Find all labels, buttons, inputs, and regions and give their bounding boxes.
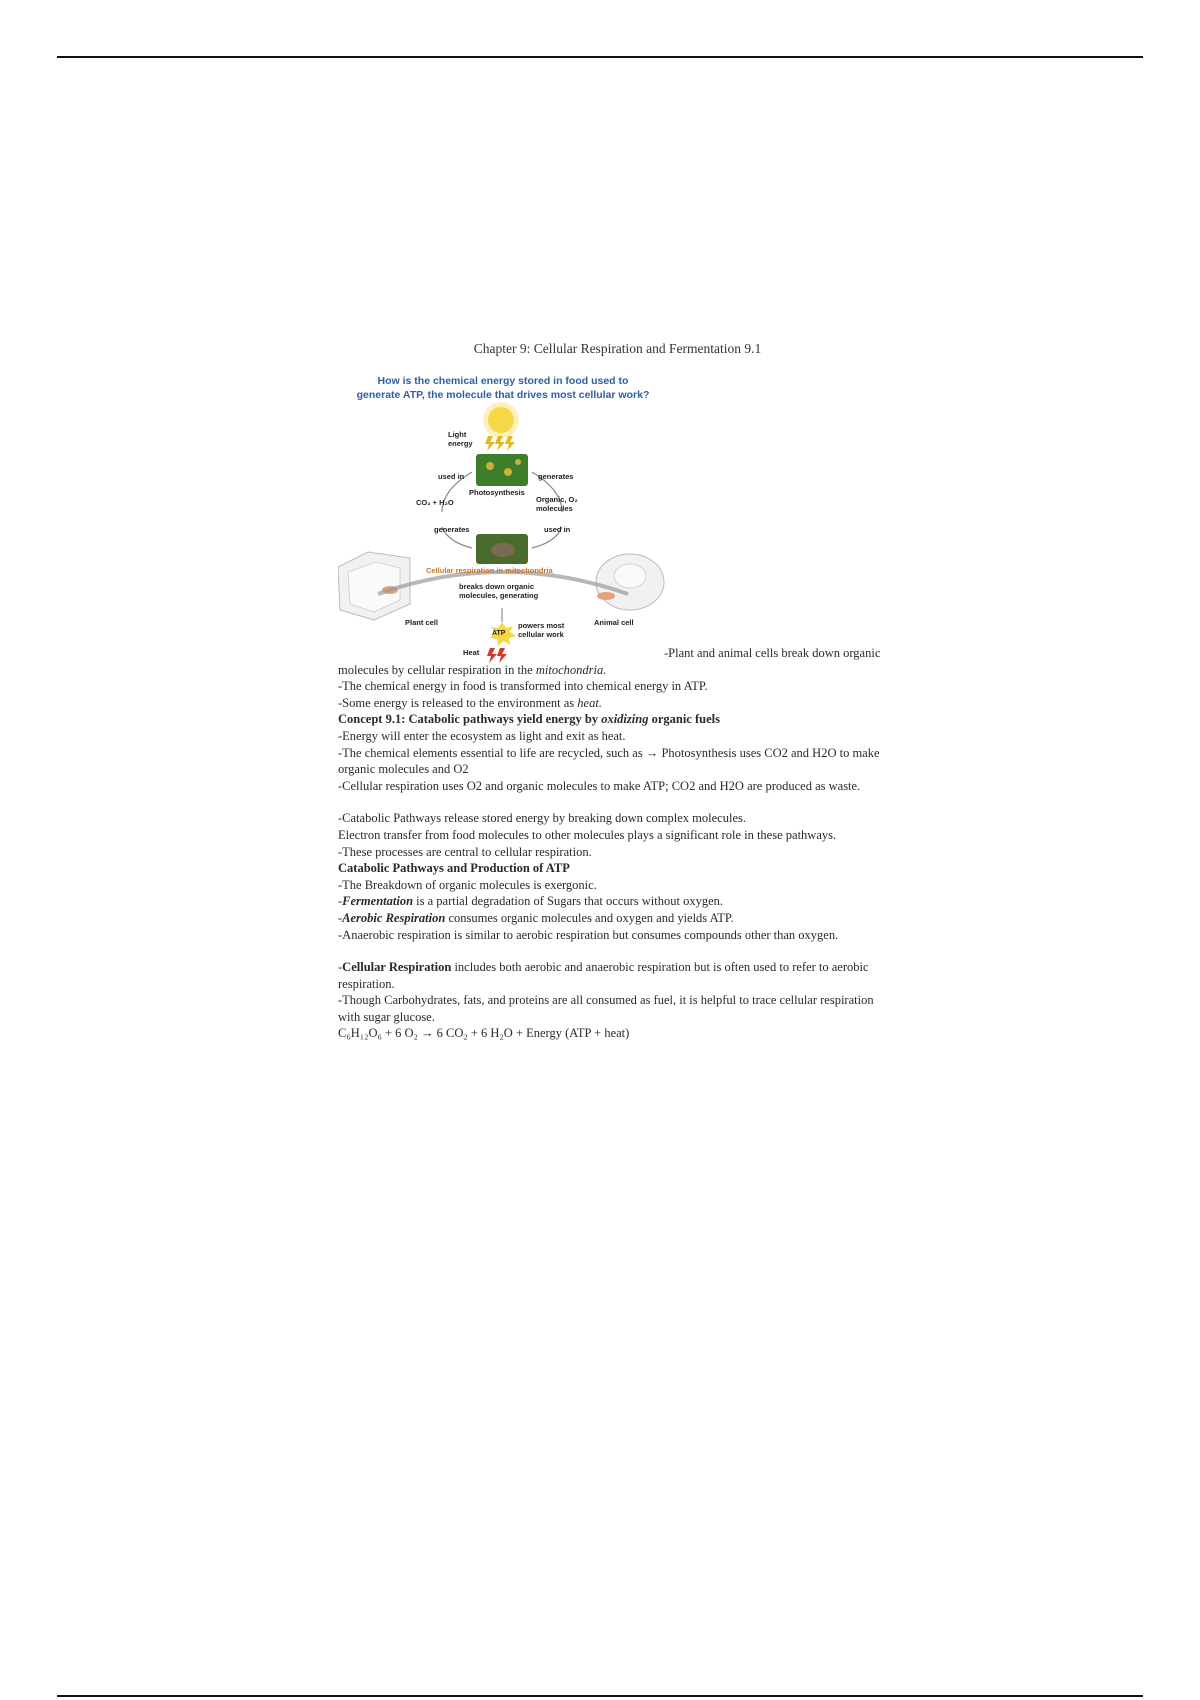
used-in-label-2: used in bbox=[544, 525, 571, 534]
top-rule bbox=[57, 56, 1143, 58]
figure-question-line1: How is the chemical energy stored in food used to bbox=[377, 375, 629, 387]
light-energy-icon bbox=[485, 436, 515, 451]
paragraph-14: -Cellular Respiration includes both aerobic and anaerobic respiration but is often used to refer to aerobic respiration. bbox=[338, 960, 869, 991]
paragraph-11: -Fermentation is a partial degradation of Sugars that occurs without oxygen. bbox=[338, 894, 724, 909]
paragraph-9: -These processes are central to cellular respiration. bbox=[338, 844, 592, 859]
page-title: Chapter 9: Cellular Respiration and Fermentation 9.1 bbox=[473, 341, 762, 356]
section-heading: Catabolic Pathways and Production of ATP bbox=[338, 861, 570, 876]
heat-label: Heat bbox=[463, 648, 480, 657]
paragraph-7: -Catabolic Pathways release stored energy by breaking down complex molecules. bbox=[338, 811, 746, 826]
animal-cell-icon bbox=[596, 554, 664, 610]
leaf-image bbox=[476, 454, 528, 486]
animal-cell-label: Animal cell bbox=[594, 618, 634, 627]
plant-cell-label: Plant cell bbox=[405, 618, 438, 627]
body-text bbox=[338, 645, 898, 1042]
equation: C₆H₁₂O₆ + 6 O₂ → 6 CO₂ + 6 H₂O + Energy (ATP + heat) bbox=[338, 1026, 630, 1041]
paragraph-4: -Energy will enter the ecosystem as light and exit as heat. bbox=[338, 728, 626, 743]
figure-question bbox=[338, 374, 668, 402]
respiration-figure bbox=[338, 372, 668, 664]
paragraph-5: -The chemical elements essential to life are recycled, such as → Photosynthesis uses CO2 and H2O to make organic molecules and O2 bbox=[338, 745, 880, 777]
spacer bbox=[338, 943, 898, 959]
co2-h2o-label: CO₂ + H₂O bbox=[416, 498, 454, 507]
spacer bbox=[338, 794, 898, 810]
paragraph-1: -Plant and animal cells break down organic molecules by cellular respiration in the mitochondria. bbox=[338, 646, 881, 677]
light-energy-label: Light energy bbox=[448, 430, 473, 448]
paragraph-3: -Some energy is released to the environment as heat. bbox=[338, 695, 602, 710]
paragraph-10: -The Breakdown of organic molecules is exergonic. bbox=[338, 877, 597, 892]
paragraph-6: -Cellular respiration uses O2 and organic molecules to make ATP; CO2 and H2O are produced as waste. bbox=[338, 778, 861, 793]
paragraph-8: Electron transfer from food molecules to other molecules plays a significant role in these pathways. bbox=[338, 827, 837, 842]
powers-label: powers most cellular work bbox=[518, 621, 565, 639]
used-in-label-1: used in bbox=[438, 472, 465, 481]
paragraph-12: -Aerobic Respiration consumes organic molecules and oxygen and yields ATP. bbox=[338, 910, 734, 925]
generates-label-2: generates bbox=[434, 525, 470, 534]
paragraph-2: -The chemical energy in food is transformed into chemical energy in ATP. bbox=[338, 679, 708, 694]
concept-heading: Concept 9.1: Catabolic pathways yield energy by oxidizing organic fuels bbox=[338, 712, 720, 727]
paragraph-15: -Though Carbohydrates, fats, and proteins are all consumed as fuel, it is helpful to trace cellular respiration with sugar glucose. bbox=[338, 993, 874, 1024]
figure-question-line2: generate ATP, the molecule that drives most cellular work? bbox=[356, 389, 650, 401]
cellular-respiration-label: Cellular respiration in mitochondria bbox=[426, 566, 553, 575]
photosynthesis-label: Photosynthesis bbox=[469, 488, 525, 497]
paragraph-13: -Anaerobic respiration is similar to aerobic respiration but consumes compounds other than oxygen. bbox=[338, 927, 839, 942]
organic-o2-label: Organic, O₂ molecules bbox=[536, 495, 578, 513]
atp-label: ATP bbox=[492, 630, 506, 637]
breaks-down-label: breaks down organic molecules, generating bbox=[459, 582, 539, 600]
bottom-rule bbox=[57, 1695, 1143, 1697]
generates-label-1: generates bbox=[538, 472, 574, 481]
